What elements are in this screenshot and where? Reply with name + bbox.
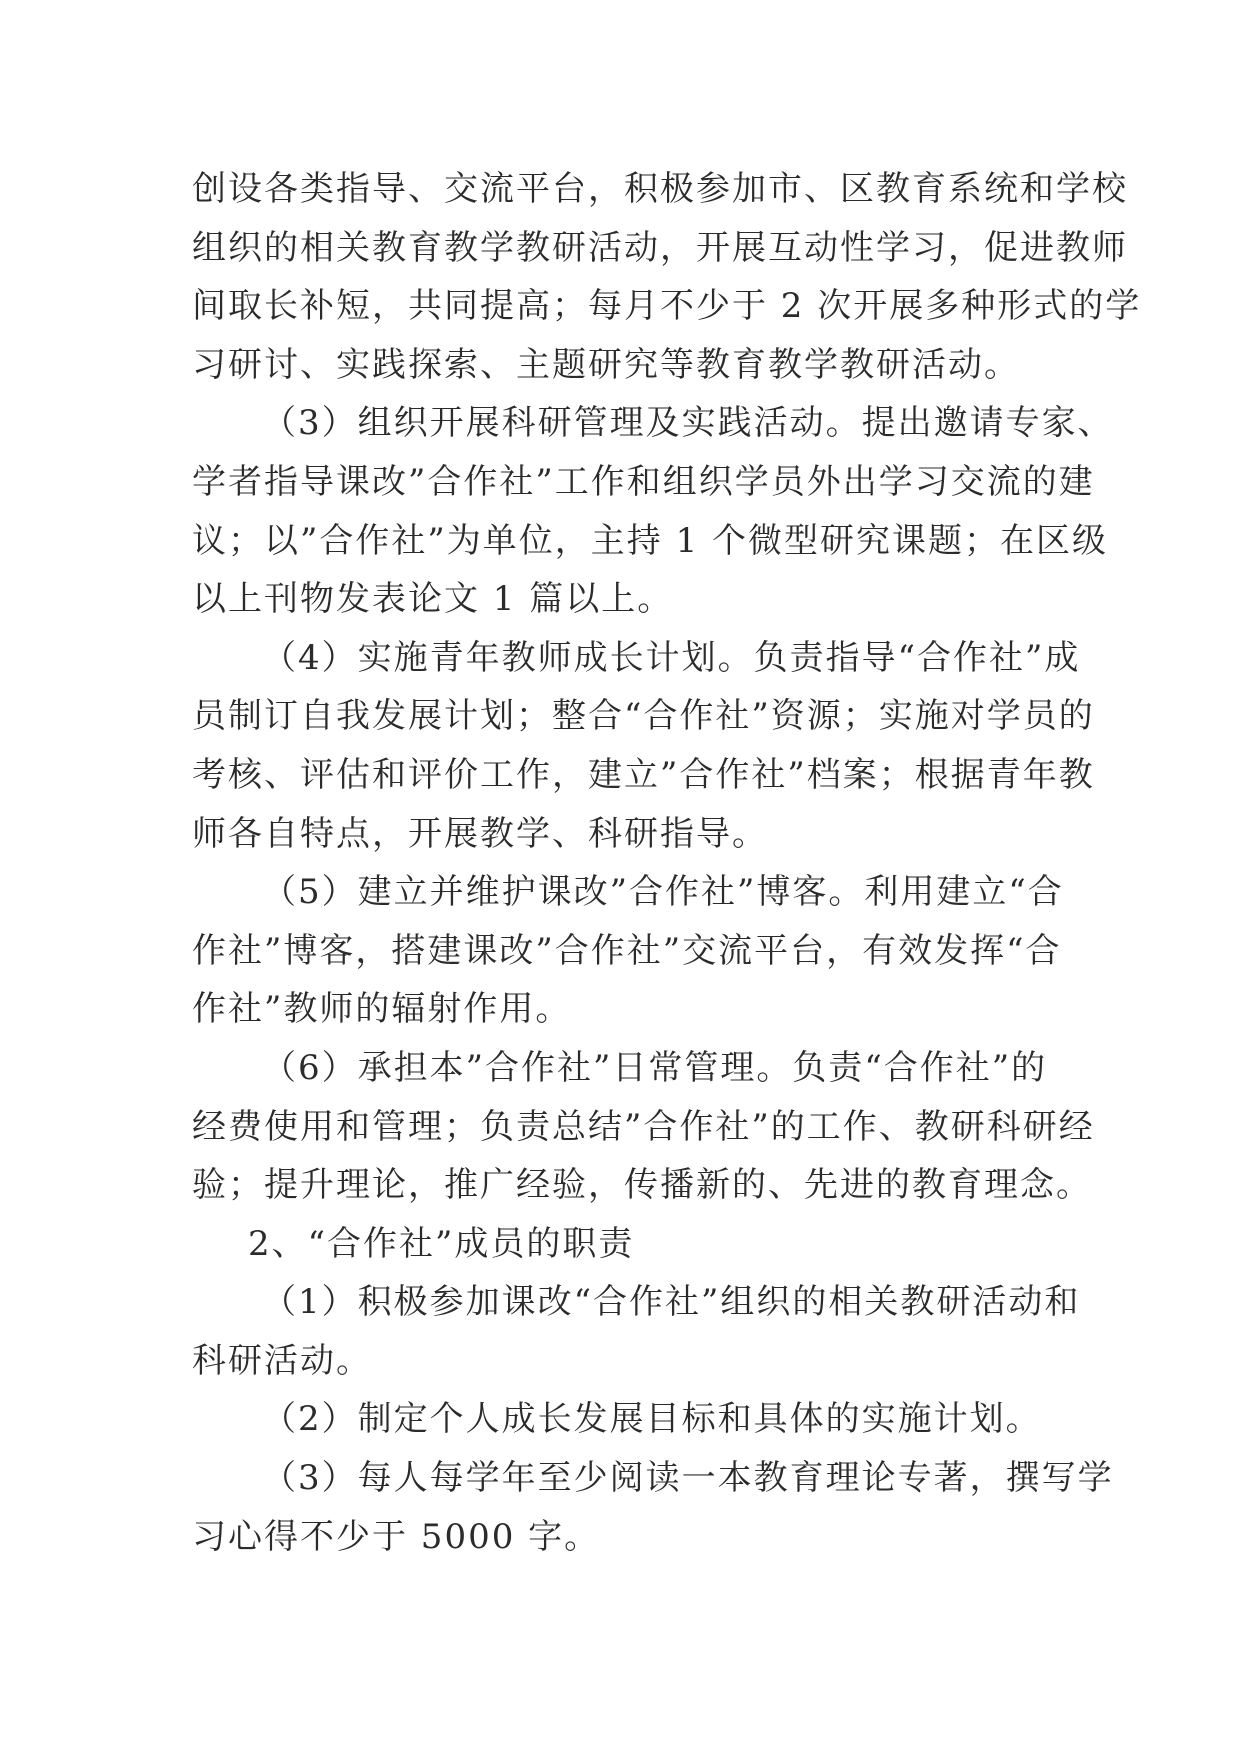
- text-line: 作社”博客，搭建课改”合作社”交流平台，有效发挥“合: [192, 930, 1062, 971]
- text-line: 以上刊物发表论文 1 篇以上。: [192, 579, 674, 620]
- text-line: 议；以”合作社”为单位，主持 1 个微型研究课题；在区级: [192, 520, 1109, 561]
- text-line: 创设各类指导、交流平台，积极参加市、区教育系统和学校: [192, 169, 1128, 209]
- text-line: 间取长补短，共同提高；每月不少于 2 次开展多种形式的学: [192, 286, 1142, 327]
- paragraph-5-start: （5）建立并维护课改”合作社”博客。利用建立“合: [262, 872, 1064, 913]
- paragraph-4-start: （4）实施青年教师成长计划。负责指导“合作社”成: [262, 637, 1081, 678]
- text-line: 考核、评估和评价工作，建立”合作社”档案；根据青年教: [192, 754, 1095, 795]
- member-duty-2: （2）制定个人成长发展目标和具体的实施计划。: [262, 1399, 1042, 1440]
- text-line: 习研讨、实践探索、主题研究等教育教学教研活动。: [192, 344, 1020, 385]
- text-line: 作社”教师的辐射作用。: [192, 989, 572, 1030]
- text-line: 习心得不少于 5000 字。: [192, 1516, 601, 1557]
- text-line: 验；提升理论，推广经验，传播新的、先进的教育理念。: [192, 1165, 1092, 1206]
- paragraph-3-start: （3）组织开展科研管理及实践活动。提出邀请专家、: [262, 403, 1114, 444]
- document-body: [192, 160, 1142, 1566]
- text-line: 员制订自我发展计划；整合“合作社”资源；实施对学员的: [192, 696, 1095, 737]
- text-line: 学者指导课改”合作社”工作和组织学员外出学习交流的建: [192, 461, 1095, 502]
- text-line: 经费使用和管理；负责总结”合作社”的工作、教研科研经: [192, 1106, 1095, 1147]
- text-line: 组织的相关教育教学教研活动，开展互动性学习，促进教师: [192, 227, 1128, 268]
- text-line: 师各自特点，开展教学、科研指导。: [192, 813, 768, 854]
- paragraph-6-start: （6）承担本”合作社”日常管理。负责“合作社”的: [262, 1047, 1048, 1088]
- member-duty-1-start: （1）积极参加课改“合作社”组织的相关教研活动和: [262, 1282, 1081, 1323]
- member-duty-3-start: （3）每人每学年至少阅读一本教育理论专著，撰写学: [262, 1458, 1114, 1499]
- section-heading: 2、“合作社”成员的职责: [248, 1223, 635, 1264]
- text-line: 科研活动。: [192, 1340, 372, 1381]
